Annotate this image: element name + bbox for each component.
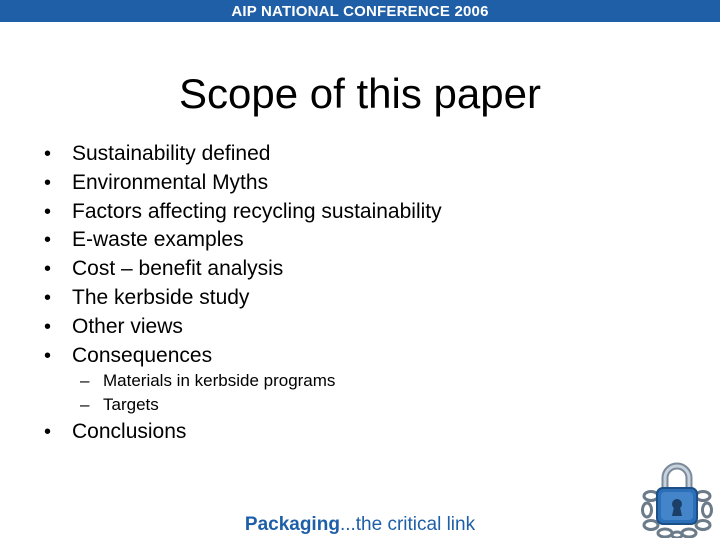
- sub-bullet-item: [80, 393, 335, 417]
- bullet-marker: •: [44, 421, 52, 443]
- sub-bullet-text: Targets: [103, 395, 159, 414]
- sub-bullet-marker: –: [80, 395, 90, 414]
- bullet-marker: •: [44, 171, 52, 194]
- conference-banner: [0, 0, 720, 22]
- bullet-text: Cost – benefit analysis: [72, 257, 284, 281]
- bullet-text: Factors affecting recycling sustainability: [72, 199, 442, 223]
- bullet-item: [44, 342, 442, 371]
- sub-bullet-marker: –: [80, 371, 90, 390]
- bullet-text: Consequences: [72, 343, 213, 367]
- bullet-text: Other views: [72, 314, 183, 338]
- bullet-text: Conclusions: [72, 420, 187, 443]
- bullet-item: [44, 140, 442, 169]
- bullet-text: Sustainability defined: [72, 142, 271, 165]
- bullet-list: [44, 140, 442, 370]
- bullet-marker: •: [44, 200, 52, 223]
- bullet-marker: •: [44, 229, 52, 252]
- footer-brand: Packaging: [244, 514, 340, 535]
- bullet-text: The kerbside study: [72, 285, 250, 309]
- bullet-item: [44, 198, 442, 227]
- banner-text: AIP NATIONAL CONFERENCE 2006: [231, 2, 489, 20]
- bullet-marker: •: [44, 315, 52, 338]
- footer-tagline-rest: ...the critical link: [339, 514, 476, 535]
- bullet-marker: •: [44, 286, 52, 309]
- bullet-item: [44, 284, 442, 313]
- sub-bullet-list: [80, 369, 335, 417]
- bullet-item: [44, 418, 186, 447]
- slide-title: Scope of this paper: [179, 70, 541, 117]
- sub-bullet-item: [80, 369, 335, 393]
- bullet-text: E-waste examples: [72, 228, 244, 252]
- bullet-item: [44, 313, 442, 342]
- bullet-marker: •: [44, 143, 52, 165]
- bullet-marker: •: [44, 258, 52, 281]
- footer-tagline: [0, 512, 720, 538]
- bullet-item: [44, 255, 442, 284]
- bullet-item: [44, 169, 442, 198]
- bullet-marker: •: [44, 344, 52, 367]
- final-bullet-list: [44, 418, 186, 447]
- padlock-chain-icon: [637, 458, 717, 538]
- bullet-item: [44, 226, 442, 255]
- bullet-text: Environmental Myths: [72, 170, 269, 194]
- sub-bullet-text: Materials in kerbside programs: [103, 371, 336, 390]
